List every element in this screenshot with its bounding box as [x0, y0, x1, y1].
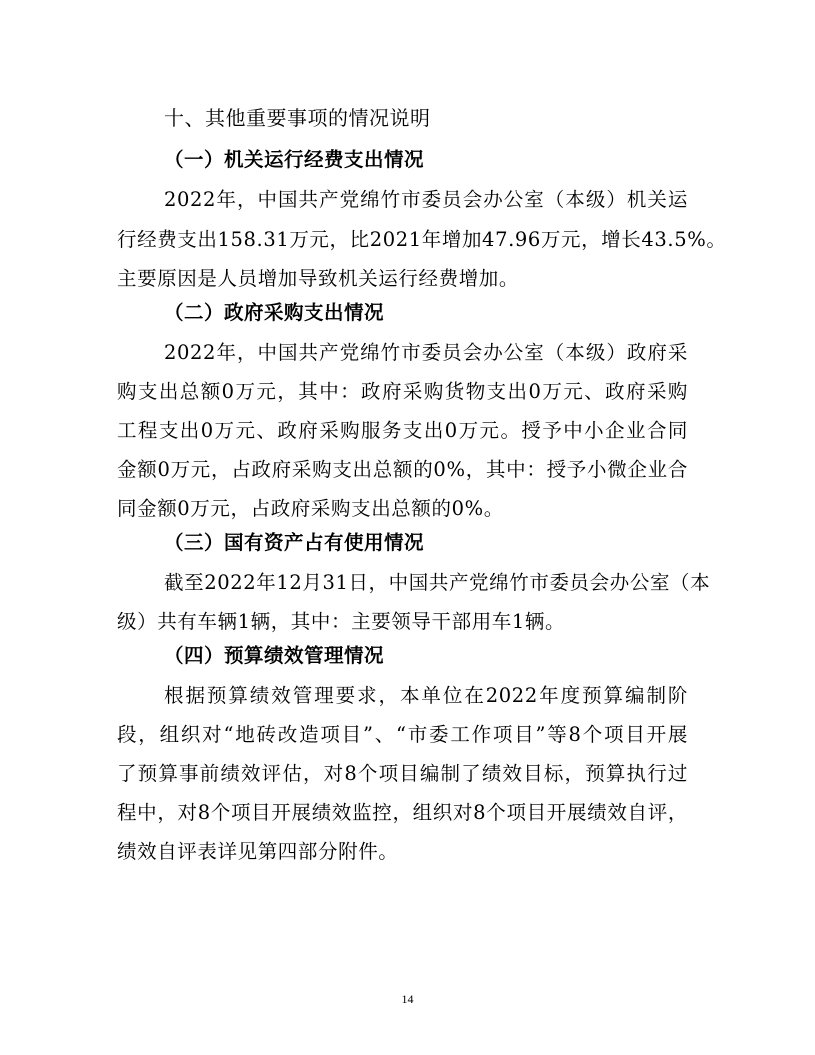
paragraph-line: 绩效自评表详见第四部分附件。	[117, 840, 399, 863]
paragraph-line: 主要原因是人员增加导致机关运行经费增加。	[117, 267, 520, 290]
section-heading-3: （三）国有资产占有使用情况	[164, 531, 425, 554]
paragraph-line: 了预算事前绩效评估，对8个项目编制了绩效目标，预算执行过	[117, 762, 688, 785]
paragraph-line: 金额0万元，占政府采购支出总额的0%，其中：授予小微企业合	[117, 458, 688, 481]
paragraph-line: 程中，对8个项目开展绩效监控，组织对8个项目开展绩效自评，	[117, 801, 688, 824]
paragraph-line: 根据预算绩效管理要求，本单位在2022年度预算编制阶	[164, 684, 688, 707]
section-title: 十、其他重要事项的情况说明	[164, 106, 431, 130]
paragraph-line: 购支出总额0万元，其中：政府采购货物支出0万元、政府采购	[117, 380, 688, 403]
paragraph-line: 截至2022年12月31日，中国共产党绵竹市委员会办公室（本	[164, 571, 711, 594]
section-heading-4: （四）预算绩效管理情况	[164, 644, 385, 667]
paragraph-line: 段，组织对“地砖改造项目”、“市委工作项目”等8个项目开展	[117, 723, 688, 746]
page-number: 14	[401, 992, 414, 1006]
section-heading-1: （一）机关运行经费支出情况	[164, 148, 425, 171]
paragraph-line: 同金额0万元，占政府采购支出总额的0%。	[117, 497, 504, 520]
paragraph-line: 级）共有车辆1辆，其中：主要领导干部用车1辆。	[117, 610, 566, 633]
paragraph-line: 行经费支出158.31万元，比2021年增加47.96万元，增长43.5%。	[117, 228, 727, 251]
paragraph-line: 工程支出0万元、政府采购服务支出0万元。授予中小企业合同	[117, 419, 688, 442]
paragraph-line: 2022年，中国共产党绵竹市委员会办公室（本级）机关运	[164, 188, 688, 211]
section-heading-2: （二）政府采购支出情况	[164, 301, 385, 324]
paragraph-line: 2022年，中国共产党绵竹市委员会办公室（本级）政府采	[164, 341, 688, 364]
